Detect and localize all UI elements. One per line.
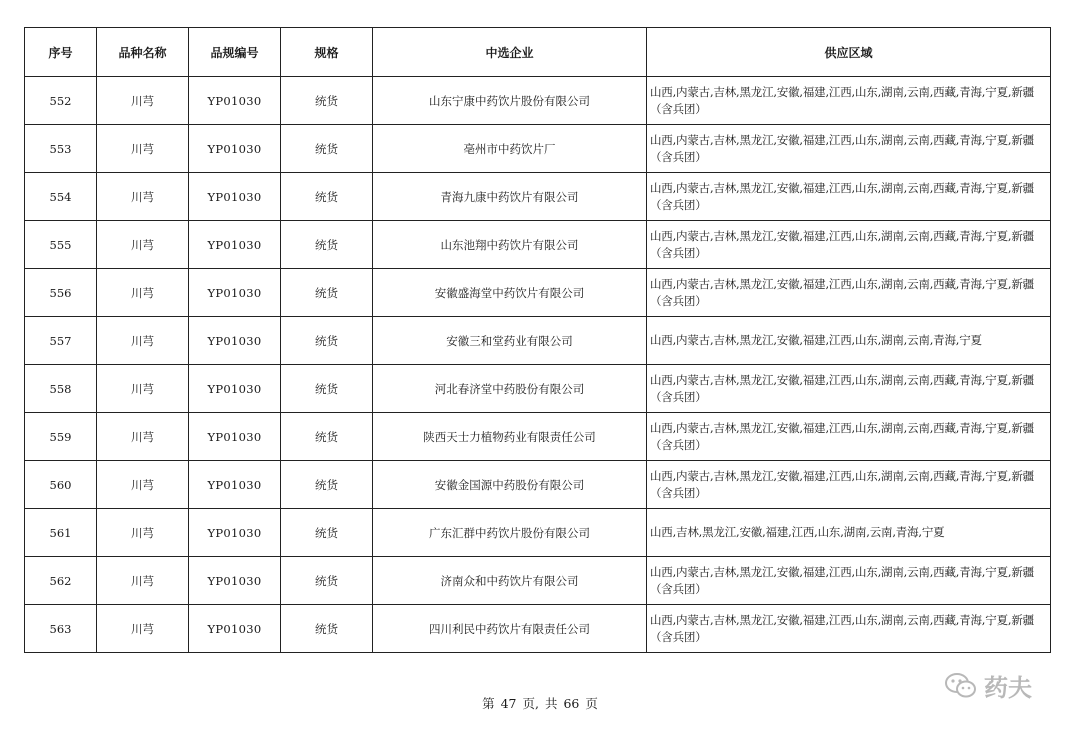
table-row: [25, 509, 1051, 557]
cell-spec: 统货: [281, 605, 373, 653]
cell-variety-name: 川芎: [97, 173, 189, 221]
cell-serial-no: 555: [25, 221, 97, 269]
cell-company: 安徽三和堂药业有限公司: [373, 317, 647, 365]
header-spec: 规格: [281, 28, 373, 77]
cell-company: 四川利民中药饮片有限责任公司: [373, 605, 647, 653]
cell-supply-region: 山西,内蒙古,吉林,黑龙江,安徽,福建,江西,山东,湖南,云南,西藏,青海,宁夏,新疆（含兵团）: [647, 605, 1051, 653]
cell-serial-no: 556: [25, 269, 97, 317]
cell-spec-code: YP01030: [189, 365, 281, 413]
cell-company: 陕西天士力植物药业有限责任公司: [373, 413, 647, 461]
cell-variety-name: 川芎: [97, 605, 189, 653]
cell-spec-code: YP01030: [189, 413, 281, 461]
header-selected-company: 中选企业: [373, 28, 647, 77]
cell-spec-code: YP01030: [189, 173, 281, 221]
cell-spec-code: YP01030: [189, 77, 281, 125]
cell-company: 亳州市中药饮片厂: [373, 125, 647, 173]
footer-total-pages: 66: [563, 696, 580, 711]
footer-current-page: 47: [500, 696, 517, 711]
cell-supply-region: 山西,内蒙古,吉林,黑龙江,安徽,福建,江西,山东,湖南,云南,西藏,青海,宁夏,新疆（含兵团）: [647, 173, 1051, 221]
table-header-row: [25, 28, 1051, 77]
cell-company: 广东汇群中药饮片股份有限公司: [373, 509, 647, 557]
cell-spec: 统货: [281, 461, 373, 509]
cell-supply-region: 山西,内蒙古,吉林,黑龙江,安徽,福建,江西,山东,湖南,云南,西藏,青海,宁夏,新疆（含兵团）: [647, 77, 1051, 125]
cell-company: 济南众和中药饮片有限公司: [373, 557, 647, 605]
wechat-icon: [944, 672, 978, 700]
table-row: [25, 317, 1051, 365]
cell-variety-name: 川芎: [97, 413, 189, 461]
header-supply-region: 供应区域: [647, 28, 1051, 77]
cell-supply-region: 山西,吉林,黑龙江,安徽,福建,江西,山东,湖南,云南,青海,宁夏: [647, 509, 1051, 557]
footer-page-unit: 页,: [522, 696, 539, 711]
cell-spec-code: YP01030: [189, 269, 281, 317]
cell-spec-code: YP01030: [189, 605, 281, 653]
cell-company: 青海九康中药饮片有限公司: [373, 173, 647, 221]
table-row: [25, 413, 1051, 461]
cell-supply-region: 山西,内蒙古,吉林,黑龙江,安徽,福建,江西,山东,湖南,云南,西藏,青海,宁夏,新疆（含兵团）: [647, 557, 1051, 605]
watermark-text: 药夫: [984, 674, 1032, 702]
cell-serial-no: 554: [25, 173, 97, 221]
cell-spec: 统货: [281, 173, 373, 221]
footer-suffix: 页: [585, 696, 598, 711]
cell-spec: 统货: [281, 365, 373, 413]
cell-supply-region: 山西,内蒙古,吉林,黑龙江,安徽,福建,江西,山东,湖南,云南,西藏,青海,宁夏,新疆（含兵团）: [647, 413, 1051, 461]
cell-company: 山东池翔中药饮片有限公司: [373, 221, 647, 269]
procurement-table: [24, 27, 1051, 653]
cell-company: 山东宁康中药饮片股份有限公司: [373, 77, 647, 125]
cell-variety-name: 川芎: [97, 365, 189, 413]
cell-spec: 统货: [281, 509, 373, 557]
cell-company: 河北春济堂中药股份有限公司: [373, 365, 647, 413]
cell-serial-no: 562: [25, 557, 97, 605]
cell-spec: 统货: [281, 413, 373, 461]
cell-variety-name: 川芎: [97, 221, 189, 269]
header-spec-code: 品规编号: [189, 28, 281, 77]
cell-company: 安徽盛海堂中药饮片有限公司: [373, 269, 647, 317]
cell-serial-no: 553: [25, 125, 97, 173]
cell-spec: 统货: [281, 221, 373, 269]
watermark: [944, 668, 1032, 703]
header-serial-no: 序号: [25, 28, 97, 77]
table-row: [25, 221, 1051, 269]
cell-supply-region: 山西,内蒙古,吉林,黑龙江,安徽,福建,江西,山东,湖南,云南,青海,宁夏: [647, 317, 1051, 365]
cell-supply-region: 山西,内蒙古,吉林,黑龙江,安徽,福建,江西,山东,湖南,云南,西藏,青海,宁夏,新疆（含兵团）: [647, 461, 1051, 509]
table-row: [25, 557, 1051, 605]
cell-spec: 统货: [281, 125, 373, 173]
cell-variety-name: 川芎: [97, 125, 189, 173]
cell-supply-region: 山西,内蒙古,吉林,黑龙江,安徽,福建,江西,山东,湖南,云南,西藏,青海,宁夏,新疆（含兵团）: [647, 365, 1051, 413]
table-row: [25, 77, 1051, 125]
cell-supply-region: 山西,内蒙古,吉林,黑龙江,安徽,福建,江西,山东,湖南,云南,西藏,青海,宁夏,新疆（含兵团）: [647, 221, 1051, 269]
cell-spec: 统货: [281, 557, 373, 605]
cell-serial-no: 560: [25, 461, 97, 509]
cell-spec-code: YP01030: [189, 509, 281, 557]
cell-serial-no: 559: [25, 413, 97, 461]
footer-prefix: 第: [482, 696, 495, 711]
cell-serial-no: 557: [25, 317, 97, 365]
cell-spec: 统货: [281, 317, 373, 365]
cell-variety-name: 川芎: [97, 557, 189, 605]
cell-spec-code: YP01030: [189, 125, 281, 173]
cell-supply-region: 山西,内蒙古,吉林,黑龙江,安徽,福建,江西,山东,湖南,云南,西藏,青海,宁夏,新疆（含兵团）: [647, 269, 1051, 317]
cell-spec-code: YP01030: [189, 221, 281, 269]
page-footer: [0, 694, 1080, 712]
cell-variety-name: 川芎: [97, 509, 189, 557]
cell-spec-code: YP01030: [189, 557, 281, 605]
cell-serial-no: 552: [25, 77, 97, 125]
footer-total-prefix: 共: [544, 696, 558, 711]
header-variety-name: 品种名称: [97, 28, 189, 77]
cell-variety-name: 川芎: [97, 317, 189, 365]
cell-serial-no: 558: [25, 365, 97, 413]
cell-spec-code: YP01030: [189, 461, 281, 509]
cell-spec: 统货: [281, 269, 373, 317]
cell-supply-region: 山西,内蒙古,吉林,黑龙江,安徽,福建,江西,山东,湖南,云南,西藏,青海,宁夏,新疆（含兵团）: [647, 125, 1051, 173]
table-row: [25, 173, 1051, 221]
table-row: [25, 605, 1051, 653]
cell-spec: 统货: [281, 77, 373, 125]
cell-variety-name: 川芎: [97, 77, 189, 125]
cell-serial-no: 561: [25, 509, 97, 557]
cell-variety-name: 川芎: [97, 269, 189, 317]
table-row: [25, 365, 1051, 413]
cell-variety-name: 川芎: [97, 461, 189, 509]
table-row: [25, 269, 1051, 317]
cell-company: 安徽金国源中药股份有限公司: [373, 461, 647, 509]
cell-serial-no: 563: [25, 605, 97, 653]
table-row: [25, 125, 1051, 173]
cell-spec-code: YP01030: [189, 317, 281, 365]
table-row: [25, 461, 1051, 509]
